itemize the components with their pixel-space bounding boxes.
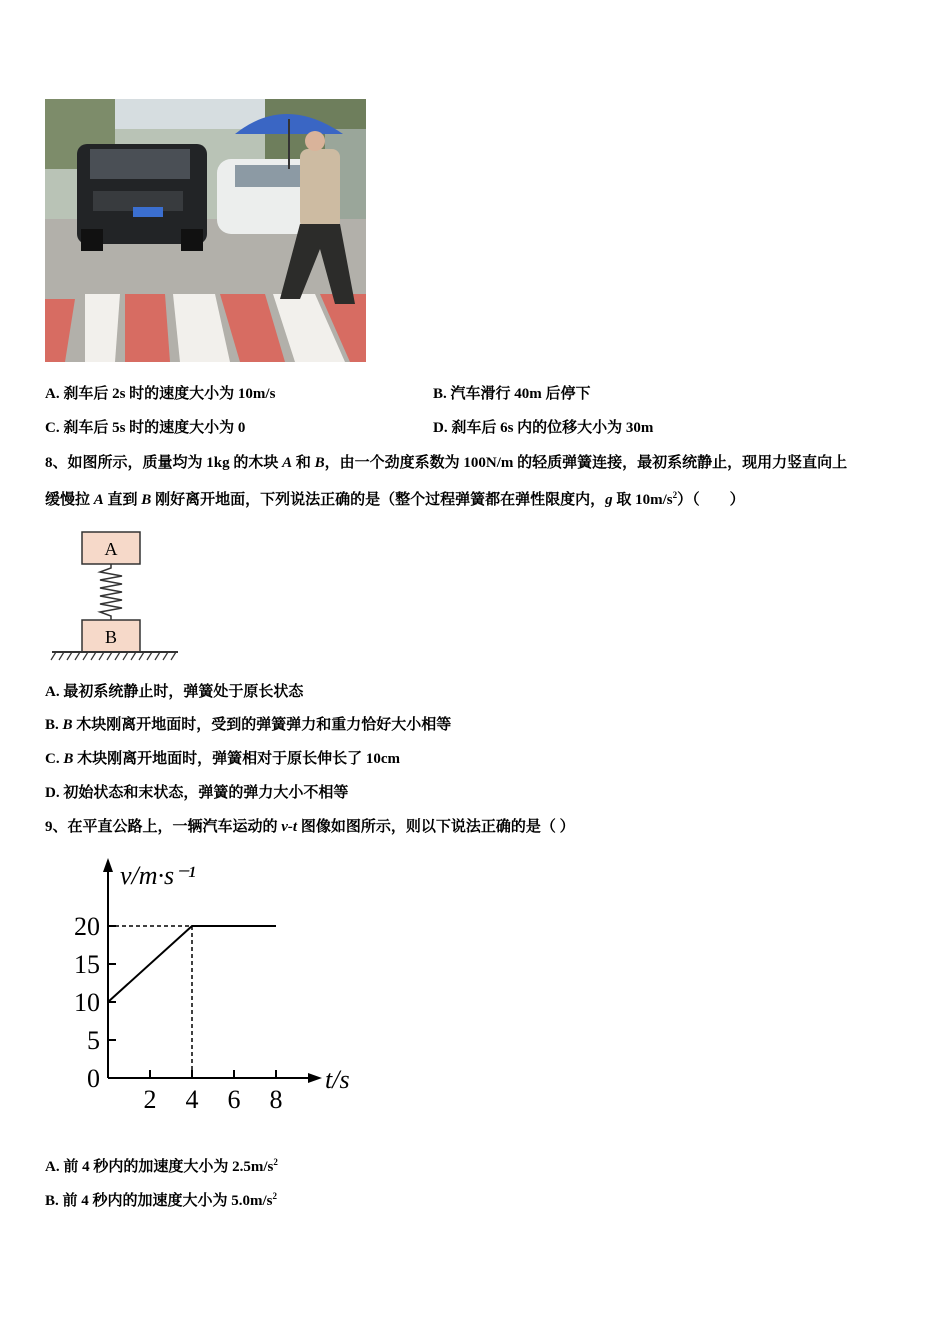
vt-chart [60, 852, 370, 1122]
block-a-label: A [104, 539, 118, 559]
q7-option-c: C. 刹车后 5s 时的速度大小为 0 [45, 420, 246, 436]
y-axis-arrow [103, 858, 113, 872]
q8-option-b: B. B 木块刚离开地面时，受到的弹簧弹力和重力恰好大小相等 [45, 717, 452, 733]
q8-option-a: A. 最初系统静止时，弹簧处于原长状态 [45, 684, 304, 700]
x-tick-label: 4 [185, 1085, 199, 1114]
q8-stem-line1: 8、如图所示，质量均为 1kg 的木块 A 和 B，由一个劲度系数为 100N/m 的轻质弹簧连接，最初系统静止，现用力竖直向上 [45, 455, 848, 471]
q7-option-a: A. 刹车后 2s 时的速度大小为 10m/s [45, 386, 276, 402]
q9-option-a: A. 前 4 秒内的加速度大小为 $2.5m/s^2$ [45, 1157, 278, 1175]
y-tick-label: 0 [87, 1064, 100, 1093]
y-tick-label: 15 [74, 950, 100, 979]
x-tick-label: 6 [227, 1085, 241, 1114]
q8-stem-line2: 缓慢拉 A 直到 B 刚好离开地面，下列说法正确的是（整个过程弹簧都在弹性限度内，g 取 $10m/s^2$）（ ） [45, 490, 745, 508]
x-axis-label: t/s [325, 1065, 350, 1094]
x-tick-label: 8 [269, 1085, 283, 1114]
q9-option-b: B. 前 4 秒内的加速度大小为 $5.0m/s^2$ [45, 1191, 278, 1209]
q8-option-d: D. 初始状态和末状态，弹簧的弹力大小不相等 [45, 785, 349, 801]
y-tick-label: 10 [74, 988, 100, 1017]
x-axis-arrow [308, 1073, 322, 1083]
q7-option-b: B. 汽车滑行 40m 后停下 [433, 386, 591, 402]
spring-block-figure [50, 528, 182, 666]
x-tick-label: 2 [143, 1085, 157, 1114]
q9-stem: 9、在平直公路上，一辆汽车运动的 v-t 图像如图所示，则以下说法正确的是（ ） [45, 819, 575, 835]
y-tick-label: 5 [87, 1026, 100, 1055]
y-tick-label: 20 [74, 912, 100, 941]
q7-option-d: D. 刹车后 6s 内的位移大小为 30m [433, 420, 654, 436]
q8-option-c: C. B 木块刚离开地面时，弹簧相对于原长伸长了 10cm [45, 751, 401, 767]
y-axis-label: v/m·s⁻¹ [120, 861, 196, 890]
ground-hatching [51, 652, 176, 660]
traffic-photo [45, 99, 366, 362]
block-b-label: B [104, 627, 118, 647]
spring [100, 564, 122, 620]
